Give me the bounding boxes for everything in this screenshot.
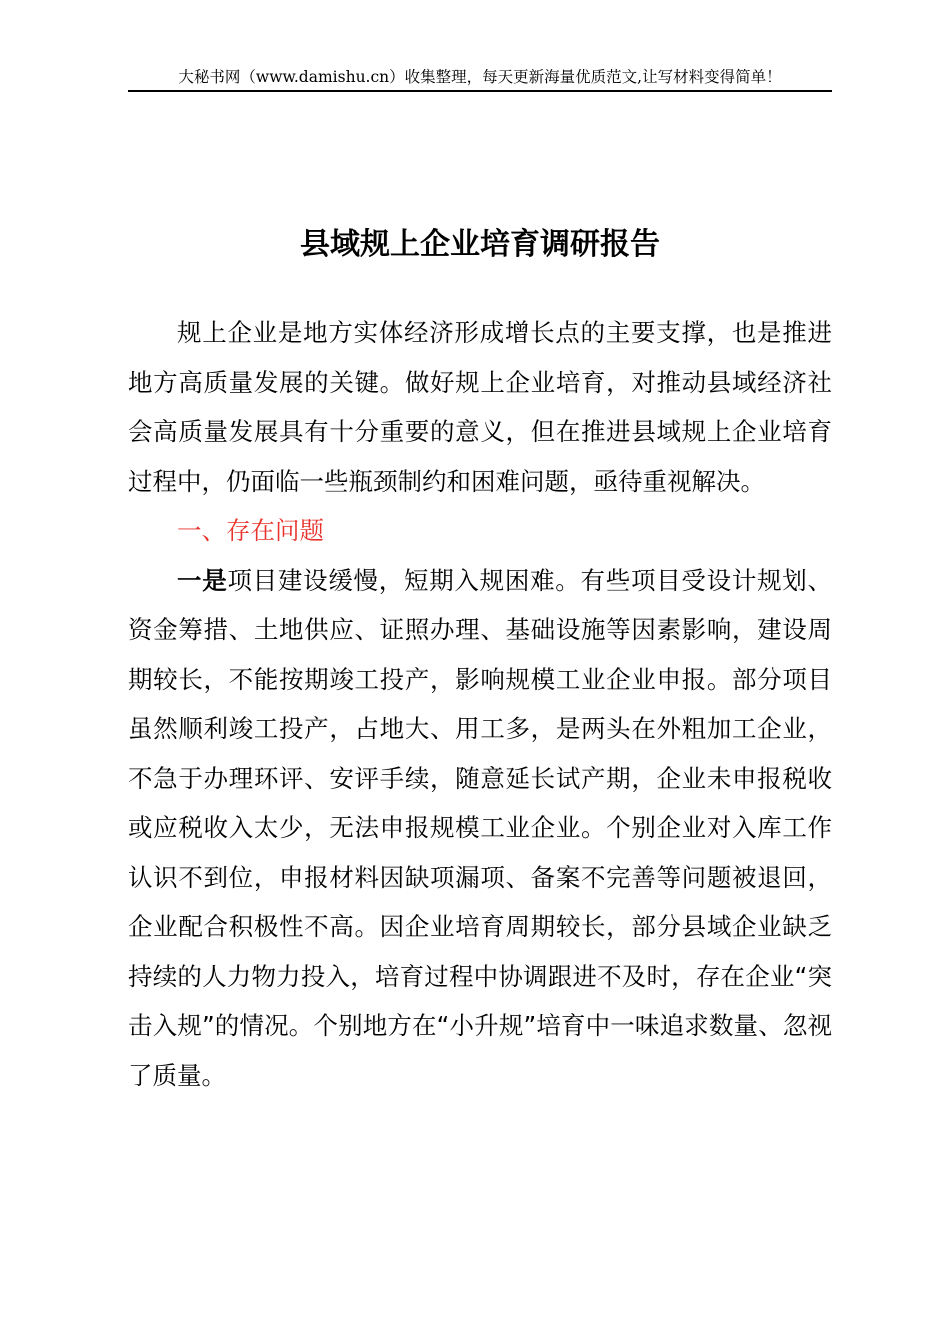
problem-1-lead: 一是 (177, 565, 228, 595)
header-text: 大秘书网（www.damishu.cn）收集整理，每天更新海量优质范文,让写材料变得简单！ (178, 68, 782, 86)
document-title: 县域规上企业培育调研报告 (300, 227, 660, 262)
page-header (128, 64, 832, 92)
problem-paragraph-1 (128, 556, 832, 1101)
section-heading-problems: 一、存在问题 (177, 516, 324, 545)
problem-1-text: 项目建设缓慢，短期入规困难。有些项目受设计规划、资金筹措、土地供应、证照办理、基础设施等因素影响，建设周期较长，不能按期竣工投产，影响规模工业企业申报。部分项目虽然顺利竣工投产，占地大、用工多，是两头在外粗加工企业，不急于办理环评、安评手续，随意延长试产期，企业未申报税收或应税收入太少，无法申报规模工业企业。个别企业对入库工作认识不到位，申报材料因缺项漏项、备案不完善等问题被退回，企业配合积极性不高。因企业培育周期较长，部分县域企业缺乏持续的人力物力投入，培育过程中协调跟进不及时，存在企业“突击入规”的情况。个别地方在“小升规”培育中一味追求数量、忽视了质量。 (128, 565, 833, 1090)
intro-paragraph: 规上企业是地方实体经济形成增长点的主要支撑，也是推进地方高质量发展的关键。做好规上企业培育，对推动县域经济社会高质量发展具有十分重要的意义，但在推进县域规上企业培育过程中，仍面临一些瓶颈制约和困难问题，亟待重视解决。 (128, 318, 832, 496)
document-body (128, 308, 832, 1100)
